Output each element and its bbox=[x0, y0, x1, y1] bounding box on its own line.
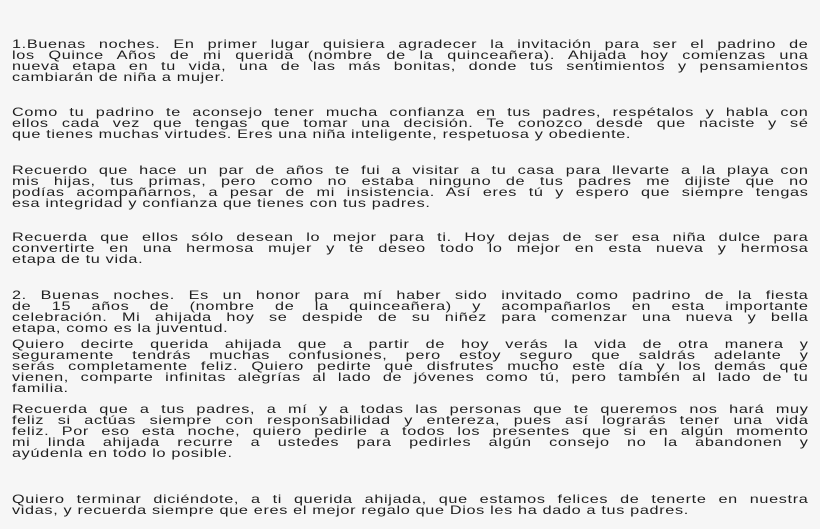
text-line: Quiero decirte querida ahijada que a partir de hoy verás la vida de otra manera y bbox=[12, 337, 809, 351]
text-line: etapa de tu vida. bbox=[12, 252, 144, 267]
text-line: Quiero terminar diciéndote, a ti querida ahijada, que estamos felices de tenerte en nuestra bbox=[12, 492, 809, 506]
text-line: los Quince Años de mi querida (nombre de la quinceañera). Ahijada hoy comienzas una bbox=[12, 48, 809, 63]
paragraph bbox=[12, 107, 809, 140]
text-line: Recuerda que ellos sólo desean lo mejor para ti. Hoy dejas de ser esa niña dulce para bbox=[12, 230, 809, 244]
text-line: cambiarán de niña a mujer. bbox=[12, 70, 225, 85]
text-line: convertirte en una hermosa mujer y te deseo todo lo mejor en esta nueva y hermosa bbox=[12, 241, 809, 256]
text-line: vienen, comparte infinitas alegrías al lado de jóvenes como tú, pero también al lado de tu bbox=[12, 370, 809, 385]
text-line: 1.Buenas noches. En primer lugar quisiera agradecer la invitación para ser el padrino de bbox=[12, 37, 809, 51]
text-line: nueva etapa en tu vida, una de las más bonitas, donde tus sentimientos y pensamientos bbox=[12, 59, 809, 74]
text-line: que tienes muchas virtudes. Eres una niña inteligente, respetuosa y obediente. bbox=[12, 127, 632, 142]
text-line: seguramente tendrás muchas confusiones, pero estoy seguro que saldrás adelante y bbox=[12, 348, 809, 363]
text-line: serás completamente feliz. Quiero pedirte que disfrutes mucho este día y los demás que bbox=[12, 359, 809, 374]
text-line: Recuerda que a tus padres, a mí y a todas las personas que te queremos nos hará muy bbox=[12, 402, 809, 416]
paragraph bbox=[12, 494, 809, 516]
text-line: ayúdenla en todo lo posible. bbox=[12, 446, 233, 461]
text-line: podías acompañarnos, a pesar de mi insistencia. Así eres tú y espero que siempre tengas bbox=[12, 185, 809, 200]
text-line: celebración. Mi ahijada hoy se despide de su niñez para comenzar una nueva y bella bbox=[12, 310, 809, 325]
text-line: etapa, como es la juventud. bbox=[12, 321, 229, 336]
text-line: Recuerdo que hace un par de años te fui a visitar a tu casa para llevarte a la playa con bbox=[12, 163, 809, 177]
text-line: feliz si actúas siempre con responsabilidad y entereza, pues así lograrás tener una vida bbox=[12, 413, 809, 428]
paragraph bbox=[12, 404, 809, 459]
paragraph bbox=[12, 339, 809, 394]
text-line: feliz. Por eso esta noche, quiero pedirle a todos los presentes que si en algún momento bbox=[12, 424, 809, 439]
text-line: mis hijas, tus primas, pero como no estaba ninguno de tus padres me dijiste que no bbox=[12, 174, 809, 189]
paragraph bbox=[12, 39, 809, 83]
text-line: esa integridad y confianza que tienes con tus padres. bbox=[12, 196, 431, 211]
text-line: Como tu padrino te aconsejo tener mucha confianza en tus padres, respétalos y habla con bbox=[12, 105, 809, 119]
text-line: familia. bbox=[12, 381, 69, 396]
text-line: vidas, y recuerda siempre que eres el mejor regalo que Dios les ha dado a tus padres. bbox=[12, 503, 689, 518]
text-line: 2. Buenas noches. Es un honor para mí haber sido invitado como padrino de la fiesta bbox=[12, 288, 809, 302]
text-line: ellos cada vez que tengas que tomar una decisión. Te conozco desde que naciste y sé bbox=[12, 116, 809, 131]
paragraph bbox=[12, 165, 809, 209]
text-line: mi linda ahijada recurre a ustedes para pedirles algún consejo no la abandonen y bbox=[12, 435, 809, 450]
paragraph bbox=[12, 232, 809, 265]
paragraph bbox=[12, 290, 809, 334]
text-line: de 15 años de (nombre de la quinceañera) y acompañarlos en esta importante bbox=[12, 299, 809, 314]
